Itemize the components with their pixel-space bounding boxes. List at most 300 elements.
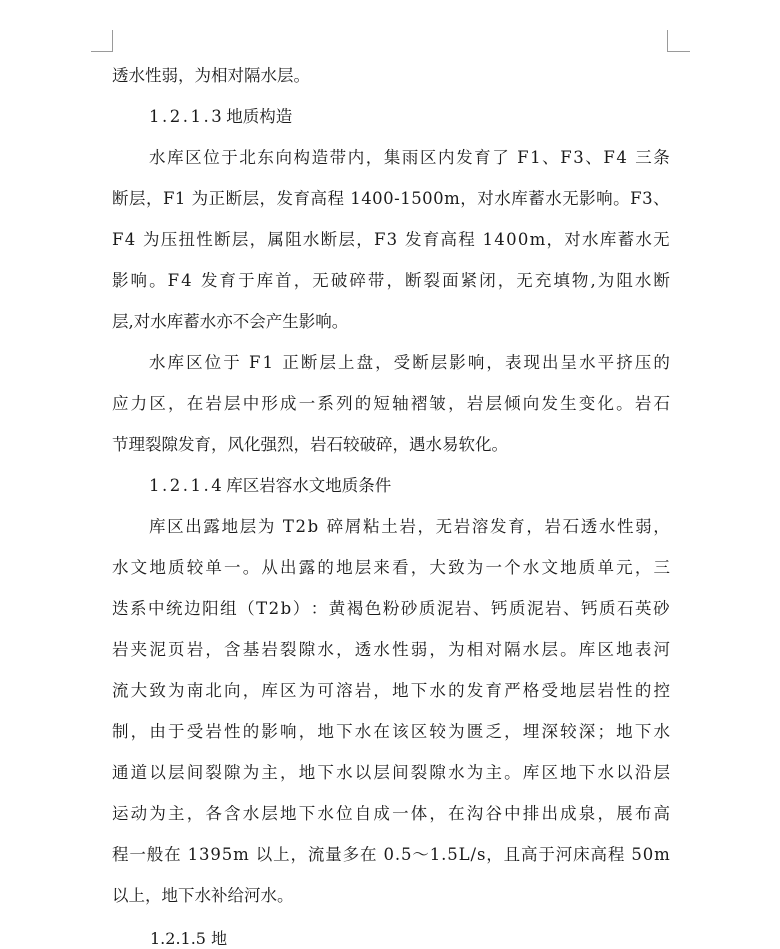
glyph: ， xyxy=(293,271,311,290)
glyph: 水 xyxy=(494,189,511,208)
glyph: 量 xyxy=(325,845,342,864)
glyph: 层 xyxy=(224,394,241,413)
glyph: 位 xyxy=(204,353,222,372)
text-line xyxy=(112,55,670,96)
glyph: 影 xyxy=(112,271,129,290)
glyph: 。 xyxy=(242,558,260,577)
glyph: 发 xyxy=(490,517,507,536)
glyph: ： xyxy=(310,599,328,618)
glyph: 9 xyxy=(210,845,221,864)
glyph: 库 xyxy=(167,148,184,167)
text-line xyxy=(112,547,670,588)
glyph: 上 xyxy=(273,845,290,864)
section-heading xyxy=(112,96,670,137)
glyph: 严 xyxy=(504,681,521,700)
glyph: 发 xyxy=(466,681,484,700)
glyph: 。 xyxy=(149,271,166,290)
glyph: 列 xyxy=(336,394,353,413)
glyph: 一 xyxy=(298,394,316,413)
glyph: 含 xyxy=(224,804,241,823)
glyph: ， xyxy=(365,148,383,167)
glyph: 层 xyxy=(338,230,355,249)
glyph: 间 xyxy=(186,763,204,782)
glyph: 在 xyxy=(448,804,465,823)
text-line xyxy=(112,629,670,670)
glyph: 下 xyxy=(578,763,596,782)
line-text: 透水性弱，为相对隔水层。 xyxy=(112,66,310,85)
glyph xyxy=(476,219,481,260)
glyph: 育 xyxy=(474,148,491,167)
glyph: 面 xyxy=(442,271,459,290)
glyph: 来 xyxy=(373,558,390,577)
glyph: 控 xyxy=(653,681,670,700)
glyph: 发 xyxy=(456,148,473,167)
glyph: 发 xyxy=(404,230,422,249)
glyph: ， xyxy=(597,804,614,823)
glyph: 碎 xyxy=(326,517,344,536)
glyph: 影 xyxy=(449,353,466,372)
glyph: 向 xyxy=(224,681,241,700)
glyph: 成 xyxy=(373,804,390,823)
glyph: 高 xyxy=(440,230,457,249)
glyph: 石 xyxy=(653,394,670,413)
glyph: 一 xyxy=(129,845,146,864)
glyph: 质 xyxy=(508,599,526,618)
glyph: 格 xyxy=(522,681,540,700)
glyph: 系 xyxy=(317,394,334,413)
glyph: 裂 xyxy=(410,763,428,782)
glyph: 1 xyxy=(400,189,411,208)
glyph: 水 xyxy=(336,763,353,782)
glyph: 深 xyxy=(578,722,596,741)
glyph: 区 xyxy=(167,517,184,536)
glyph: 下 xyxy=(410,681,428,700)
glyph: 程 xyxy=(112,845,129,864)
glyph: 出 xyxy=(185,517,202,536)
glyph: 岩 xyxy=(186,640,204,659)
glyph: 形 xyxy=(261,394,278,413)
glyph: 层 xyxy=(168,763,185,782)
glyph: 地 xyxy=(336,558,353,577)
glyph: 响 xyxy=(280,722,297,741)
glyph: 一 xyxy=(392,804,409,823)
glyph: 内 xyxy=(347,148,365,167)
glyph: 岩 xyxy=(544,517,561,536)
glyph: 区 xyxy=(541,763,558,782)
glyph: 现 xyxy=(523,353,540,372)
glyph: F xyxy=(603,148,615,167)
glyph: 5 xyxy=(411,189,422,208)
glyph: 地 xyxy=(616,640,633,659)
glyph: 色 xyxy=(364,599,382,618)
glyph: F xyxy=(162,189,175,208)
glyph: 水 xyxy=(149,148,166,167)
glyph: 水 xyxy=(448,763,465,782)
glyph: . xyxy=(394,845,401,864)
glyph: 屑 xyxy=(344,517,362,536)
glyph: 通 xyxy=(112,763,129,782)
glyph: 于 xyxy=(238,271,255,290)
glyph: 为 xyxy=(149,804,166,823)
line-text: 以上，地下水补给河水。 xyxy=(112,886,294,905)
glyph xyxy=(186,178,191,219)
glyph: 岩 xyxy=(205,394,222,413)
glyph: 成 xyxy=(280,394,297,413)
glyph: T xyxy=(282,517,294,536)
line-text: 层,对水库蓄水亦不会产生影响。 xyxy=(112,312,349,331)
glyph: 为 xyxy=(448,722,465,741)
glyph: 泥 xyxy=(436,599,454,618)
glyph: 紧 xyxy=(460,271,478,290)
glyph: 一 xyxy=(485,558,502,577)
glyph: 出 xyxy=(541,804,558,823)
glyph: 0 xyxy=(383,189,394,208)
glyph: 岩 xyxy=(205,722,222,741)
glyph: 看 xyxy=(392,558,409,577)
glyph: 迭 xyxy=(112,599,129,618)
glyph: 可 xyxy=(317,681,334,700)
glyph: 露 xyxy=(203,517,220,536)
glyph: 沟 xyxy=(466,804,484,823)
glyph: 间 xyxy=(392,763,409,782)
glyph: 5 xyxy=(631,845,642,864)
glyph: 阳 xyxy=(202,599,219,618)
glyph: 影 xyxy=(261,722,278,741)
text-line xyxy=(112,875,670,916)
glyph: 隙 xyxy=(224,763,241,782)
glyph: 压 xyxy=(160,230,178,249)
glyph: 断 xyxy=(412,353,429,372)
glyph: 地 xyxy=(392,681,409,700)
glyph: 床 xyxy=(573,845,590,864)
glyph: 统 xyxy=(166,599,183,618)
glyph: 水 xyxy=(522,640,540,659)
glyph: 2 xyxy=(295,517,307,536)
text-line xyxy=(112,342,670,383)
glyph: 排 xyxy=(522,804,540,823)
glyph: 向 xyxy=(522,394,540,413)
glyph: F xyxy=(373,230,386,249)
text-line xyxy=(112,424,670,465)
glyph: 。 xyxy=(504,763,521,782)
glyph: 4 xyxy=(124,230,136,249)
glyph: 组 xyxy=(220,599,237,618)
glyph: , xyxy=(590,271,596,290)
glyph: 隙 xyxy=(298,640,316,659)
text-line xyxy=(112,137,670,178)
glyph: ～ xyxy=(412,845,429,864)
glyph: 河 xyxy=(653,640,670,659)
glyph: 水 xyxy=(354,722,372,741)
glyph: 无 xyxy=(653,230,670,249)
glyph: 地 xyxy=(298,763,316,782)
glyph: 高 xyxy=(590,845,608,864)
glyph: 岩 xyxy=(354,681,372,700)
glyph: 1 xyxy=(350,189,361,208)
glyph: 水 xyxy=(635,230,652,249)
glyph: 英 xyxy=(635,599,652,618)
glyph: ， xyxy=(486,845,503,864)
glyph: 、 xyxy=(653,189,670,208)
glyph: 地 xyxy=(560,681,577,700)
glyph: 北 xyxy=(239,148,256,167)
glyph: 内 xyxy=(438,148,455,167)
glyph: 区 xyxy=(597,640,614,659)
glyph: 育 xyxy=(508,517,525,536)
glyph: 水 xyxy=(579,353,596,372)
glyph: 蓄 xyxy=(528,189,545,208)
glyph: 黄 xyxy=(328,599,346,618)
glyph: 较 xyxy=(560,722,577,741)
glyph: 对 xyxy=(564,230,581,249)
glyph: 5 xyxy=(401,845,412,864)
glyph: 发 xyxy=(200,271,218,290)
glyph: 水 xyxy=(598,517,616,536)
glyph: 为 xyxy=(143,230,160,249)
glyph: 从 xyxy=(261,558,278,577)
glyph: 4 xyxy=(494,230,505,249)
glyph: 库 xyxy=(261,681,278,700)
glyph: 基 xyxy=(242,640,260,659)
glyph: 主 xyxy=(485,763,502,782)
glyph: 裂 xyxy=(423,271,441,290)
glyph: 岩 xyxy=(261,640,278,659)
glyph: 的 xyxy=(634,681,652,700)
glyph: 断 xyxy=(214,230,231,249)
glyph: 皱 xyxy=(429,394,446,413)
glyph: 发 xyxy=(541,394,558,413)
crop-mark-top-right xyxy=(667,30,690,52)
glyph: 在 xyxy=(186,394,204,413)
glyph: 岩 xyxy=(112,640,129,659)
glyph: 主 xyxy=(261,763,278,782)
glyph: 泥 xyxy=(149,640,166,659)
glyph: 区 xyxy=(186,353,203,372)
text-line xyxy=(112,670,670,711)
glyph: F xyxy=(517,148,529,167)
glyph: 条 xyxy=(653,148,670,167)
glyph: 边 xyxy=(184,599,201,618)
glyph: 沿 xyxy=(634,763,652,782)
glyph: F xyxy=(112,230,124,249)
glyph: 单 xyxy=(597,558,614,577)
glyph: 下 xyxy=(634,722,652,741)
glyph: 为 xyxy=(466,558,484,577)
glyph: 水 xyxy=(242,804,260,823)
glyph: 水 xyxy=(597,763,614,782)
glyph: 地 xyxy=(317,722,334,741)
glyph: 0 xyxy=(517,230,529,249)
glyph: 、 xyxy=(585,148,602,167)
glyph: 层 xyxy=(485,394,502,413)
glyph: 地 xyxy=(560,763,577,782)
glyph: T xyxy=(256,599,268,618)
glyph: 布 xyxy=(634,804,652,823)
glyph: 育 xyxy=(293,189,311,208)
glyph: 体 xyxy=(410,804,428,823)
glyph: 、 xyxy=(562,599,580,618)
glyph: 夹 xyxy=(130,640,148,659)
glyph: 出 xyxy=(280,558,297,577)
glyph: 展 xyxy=(616,804,633,823)
glyph: 层 xyxy=(242,189,260,208)
glyph xyxy=(182,834,187,875)
glyph: 下 xyxy=(317,763,334,782)
glyph: 一 xyxy=(224,558,241,577)
glyph: 库 xyxy=(256,271,274,290)
glyph: 泉 xyxy=(578,804,596,823)
glyph: 。 xyxy=(560,640,577,659)
glyph: 无 xyxy=(312,271,329,290)
glyph xyxy=(276,506,281,547)
glyph: 质 xyxy=(168,558,185,577)
glyph: 性 xyxy=(617,517,634,536)
glyph: 水 xyxy=(634,271,652,290)
glyph: ， xyxy=(280,763,297,782)
glyph: 化 xyxy=(597,394,614,413)
glyph: 三 xyxy=(635,148,652,167)
glyph: 出 xyxy=(542,353,559,372)
text-line xyxy=(112,752,670,793)
glyph xyxy=(377,834,382,875)
glyph: 匮 xyxy=(466,722,484,741)
glyph: 区 xyxy=(419,148,437,167)
glyph xyxy=(398,219,403,260)
glyph: （ xyxy=(238,599,255,618)
glyph: 为 xyxy=(448,640,465,659)
glyph: 层 xyxy=(373,763,390,782)
glyph: 表 xyxy=(634,640,652,659)
glyph: ， xyxy=(429,804,446,823)
glyph: 库 xyxy=(522,763,540,782)
glyph: 相 xyxy=(466,640,484,659)
glyph: 水 xyxy=(317,640,334,659)
glyph: ， xyxy=(205,640,222,659)
glyph: 质 xyxy=(599,599,616,618)
glyph: ， xyxy=(386,271,403,290)
glyph: 表 xyxy=(504,353,522,372)
glyph: 于 xyxy=(223,353,240,372)
text-line xyxy=(112,260,670,301)
glyph: 育 xyxy=(422,230,440,249)
glyph xyxy=(344,178,349,219)
glyph: 致 xyxy=(149,681,166,700)
glyph: 主 xyxy=(168,804,185,823)
glyph: 层 xyxy=(354,558,372,577)
glyph: 受 xyxy=(393,353,411,372)
glyph: 受 xyxy=(541,681,558,700)
glyph: ， xyxy=(186,804,204,823)
glyph: 向 xyxy=(275,148,292,167)
glyph: 于 xyxy=(168,722,185,741)
glyph: 区 xyxy=(280,681,297,700)
glyph: 水 xyxy=(429,681,446,700)
glyph: 的 xyxy=(242,722,260,741)
glyph: 扭 xyxy=(178,230,196,249)
glyph: 制 xyxy=(112,722,129,741)
glyph: ， xyxy=(168,394,185,413)
glyph: 自 xyxy=(354,804,372,823)
glyph: 的 xyxy=(317,558,334,577)
glyph: 阻 xyxy=(285,230,302,249)
glyph: ， xyxy=(546,230,564,249)
glyph xyxy=(625,834,630,875)
glyph: 断 xyxy=(300,353,318,372)
glyph: 1 xyxy=(262,353,274,372)
text-line xyxy=(112,506,670,547)
text-line xyxy=(112,178,670,219)
glyph: 倾 xyxy=(504,394,521,413)
glyph: 层 xyxy=(578,681,596,700)
glyph: 水 xyxy=(149,353,166,372)
glyph: 以 xyxy=(255,845,273,864)
glyph: 质 xyxy=(578,558,596,577)
glyph: 中 xyxy=(242,394,260,413)
glyph: 裂 xyxy=(280,640,297,659)
glyph: 挤 xyxy=(616,353,633,372)
document-body xyxy=(112,55,670,916)
glyph: 层 xyxy=(239,517,257,536)
glyph: 1 xyxy=(174,189,186,208)
glyph: L xyxy=(458,845,470,864)
glyph: 层 xyxy=(128,189,146,208)
glyph: 且 xyxy=(503,845,521,864)
glyph: F xyxy=(630,189,642,208)
glyph: 区 xyxy=(410,722,428,741)
glyph: 程 xyxy=(607,845,625,864)
glyph: 弱 xyxy=(635,517,652,536)
glyph: ， xyxy=(410,558,428,577)
text-line xyxy=(112,219,670,260)
glyph: ， xyxy=(130,722,148,741)
glyph: 砂 xyxy=(653,599,670,618)
glyph: 以 xyxy=(616,763,633,782)
glyph: ， xyxy=(486,353,503,372)
line-text: 节理裂隙发育，风化强烈，岩石较破碎，遇水易软化。 xyxy=(112,435,508,454)
glyph: 的 xyxy=(653,353,670,372)
glyph: 0 xyxy=(422,189,433,208)
glyph: 位 xyxy=(203,148,220,167)
glyph: 库 xyxy=(167,353,185,372)
glyph: 流 xyxy=(307,845,325,864)
glyph: 单 xyxy=(205,558,222,577)
glyph: m xyxy=(654,845,670,864)
glyph: 0 xyxy=(506,230,517,249)
glyph: 下 xyxy=(298,804,316,823)
glyph: ， xyxy=(417,517,434,536)
glyph: 以 xyxy=(149,763,166,782)
glyph: 首 xyxy=(275,271,292,290)
glyph: 层 xyxy=(261,804,278,823)
glyph xyxy=(250,834,255,875)
glyph: 层 xyxy=(319,353,336,372)
glyph: 在 xyxy=(360,845,377,864)
glyph: 对 xyxy=(477,189,494,208)
glyph: 高 xyxy=(310,189,327,208)
glyph: 砂 xyxy=(400,599,418,618)
glyph: 溶 xyxy=(471,517,489,536)
glyph: 为 xyxy=(191,189,209,208)
glyph: 元 xyxy=(616,558,633,577)
glyph: 大 xyxy=(130,681,148,700)
glyph: 层 xyxy=(541,640,558,659)
glyph: 4 xyxy=(181,271,192,290)
glyph: 层 xyxy=(231,230,249,249)
glyph: ， xyxy=(145,189,163,208)
glyph: 成 xyxy=(560,804,577,823)
glyph: 钙 xyxy=(581,599,598,618)
glyph: 变 xyxy=(578,394,596,413)
